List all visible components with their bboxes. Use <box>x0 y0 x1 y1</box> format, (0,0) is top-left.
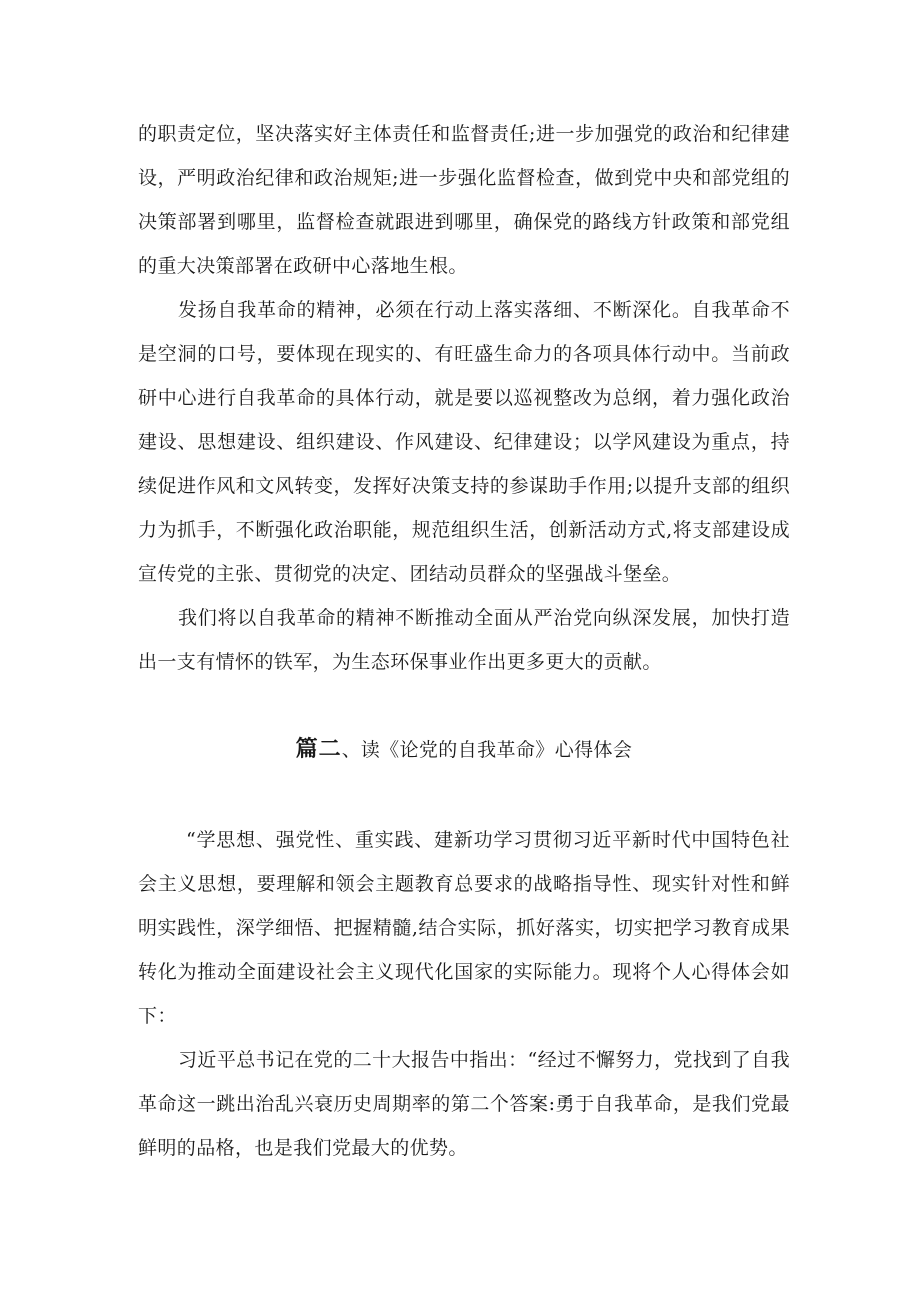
paragraph-closing: 我们将以自我革命的精神不断推动全面从严治党向纵深发展，加快打造出一支有情怀的铁军，为生态环保事业作出更多更大的贡献。 <box>138 607 790 673</box>
section-heading-separator: 、 <box>341 739 361 761</box>
section-heading-prefix: 篇二 <box>295 737 342 762</box>
paragraph-self-revolution-action: 发扬自我革命的精神，必须在行动上落实落细、不断深化。自我革命不是空洞的口号，要体现在现实的、有旺盛生命力的各项具体行动中。当前政研中心进行自我革命的具体行动，就是要以巡视整改为总纲，着力强化政治建设、思想建设、组织建设、作风建设、纪律建设；以学风建设为重点，持续促进作风和文风转变，发挥好决策支持的参谋助手作用;以提升支部的组织力为抓手，不断强化政治职能，规范组织生活，创新活动方式,将支部建设成宣传党的主张、贯彻党的决定、团结动员群众的坚强战斗堡垒。 <box>138 299 790 585</box>
paragraph-study-thought: “学思想、强党性、重实践、建新功学习贯彻习近平新时代中国特色社会主义思想，要理解和领会主题教育总要求的战略指导性、现实针对性和鲜明实践性，深学细悟、把握精髓,结合实际，抓好落实，切实把学习教育成果转化为推动全面建设社会主义现代化国家的实际能力。现将个人心得体会如下： <box>138 829 790 1027</box>
paragraph-continuation: 的职责定位，坚决落实好主体责任和监督责任;进一步加强党的政治和纪律建设，严明政治纪律和政治规矩;进一步强化监督检查，做到党中央和部党组的决策部署到哪里，监督检查就跟进到哪里，确保党的路线方针政策和部党组的重大决策部署在政研中心落地生根。 <box>138 123 790 277</box>
section-heading-title: 读《论党的自我革命》心得体会 <box>360 739 633 761</box>
document-page <box>138 112 790 1170</box>
paragraph-quote-report: 习近平总书记在党的二十大报告中指出：“经过不懈努力，党找到了自我革命这一跳出治乱兴衰历史周期率的第二个答案:勇于自我革命，是我们党最鲜明的品格，也是我们党最大的优势。 <box>138 1049 790 1159</box>
section-heading <box>138 728 790 772</box>
